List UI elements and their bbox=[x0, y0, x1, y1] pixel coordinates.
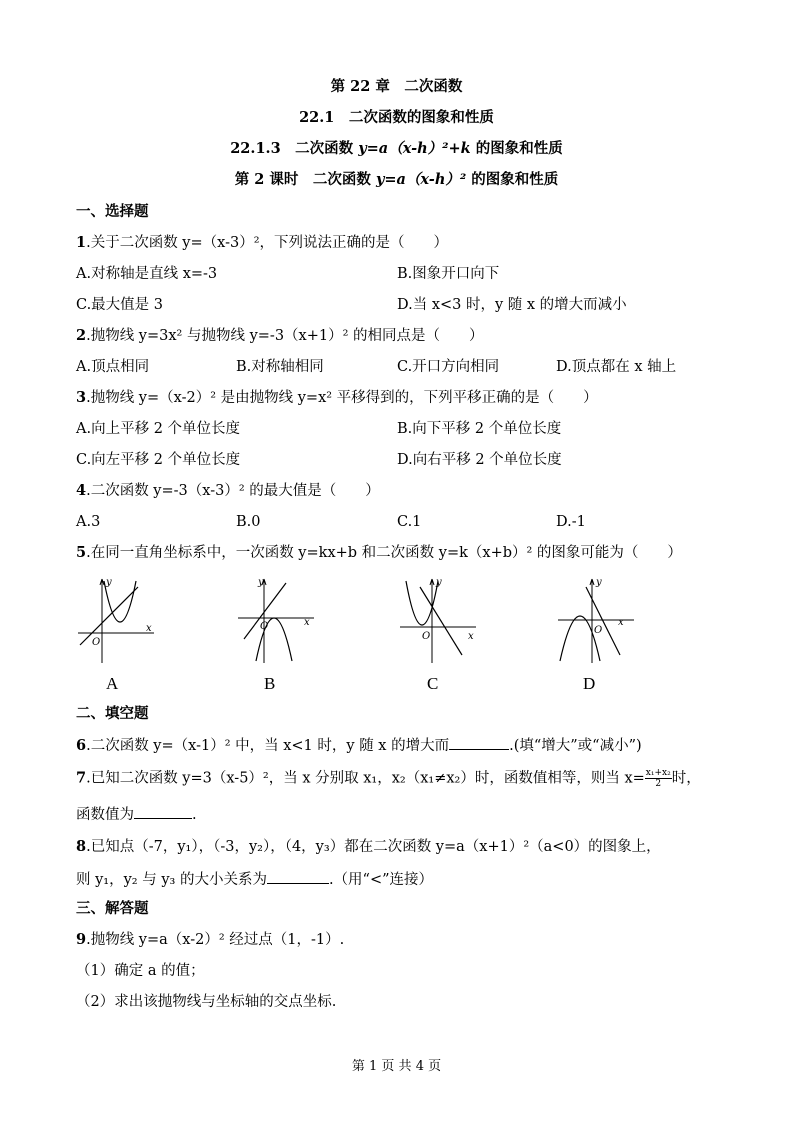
question-number: 9 bbox=[76, 931, 87, 948]
q3-option-d: D.向右平移 2 个单位长度 bbox=[397, 452, 562, 468]
section-solve-heading: 三、解答题 bbox=[76, 900, 149, 917]
q4-option-d: D.-1 bbox=[556, 514, 586, 530]
question-3 bbox=[76, 388, 598, 408]
q9-part-2: （2）求出该抛物线与坐标轴的交点坐标. bbox=[76, 994, 337, 1010]
q2-option-a: A.顶点相同 bbox=[76, 359, 150, 375]
question-9 bbox=[76, 930, 344, 950]
question-number: 6 bbox=[76, 737, 87, 754]
question-2 bbox=[76, 326, 484, 346]
q4-option-b: B.0 bbox=[236, 514, 261, 530]
q3-option-c: C.向左平移 2 个单位长度 bbox=[76, 452, 241, 468]
lesson-title bbox=[0, 170, 793, 190]
question-text: 则 y₁，y₂ 与 y₃ 的大小关系为 bbox=[76, 872, 267, 888]
section-title: 22.1 二次函数的图象和性质 bbox=[299, 109, 494, 126]
q5-figure-b bbox=[234, 573, 318, 665]
q5-label-b: B bbox=[264, 674, 276, 693]
answer-blank[interactable] bbox=[449, 734, 509, 750]
question-text: .抛物线 y=3x² 与抛物线 y=-3（x+1）² 的相同点是（ ） bbox=[86, 328, 484, 344]
question-number: 5 bbox=[76, 544, 87, 561]
subsection-suffix: 的图象和性质 bbox=[470, 140, 563, 157]
y-axis-label: y bbox=[258, 577, 264, 588]
question-text: .已知点（-7，y₁），（-3，y₂），（4，y₃）都在二次函数 y=a（x+1）²（a<0）的图象上， bbox=[86, 839, 661, 855]
x-axis-label: x bbox=[468, 631, 474, 642]
question-6 bbox=[76, 734, 642, 756]
question-tail: .（用“<”连接） bbox=[328, 872, 434, 888]
question-text: 函数值为 bbox=[76, 807, 134, 823]
question-text: .二次函数 y=-3（x-3）² 的最大值是（ ） bbox=[86, 483, 380, 499]
origin-label: O bbox=[422, 631, 431, 642]
q1-option-d: D.当 x<3 时，y 随 x 的增大而减小 bbox=[397, 297, 627, 313]
question-8 bbox=[76, 837, 661, 857]
x-axis-label: x bbox=[304, 617, 310, 628]
y-axis-label: y bbox=[436, 577, 442, 588]
question-number: 2 bbox=[76, 327, 87, 344]
q5-figure-c bbox=[396, 573, 480, 665]
fraction-numerator: x₁+x₂ bbox=[645, 768, 671, 778]
q2-option-c: C.开口方向相同 bbox=[397, 359, 500, 375]
origin-label: O bbox=[594, 625, 603, 636]
q5-figure-d bbox=[554, 573, 638, 665]
subsection-prefix: 22.1.3 二次函数 bbox=[230, 140, 359, 157]
q3-option-a: A.向上平移 2 个单位长度 bbox=[76, 421, 241, 437]
x-axis-label: x bbox=[618, 617, 624, 628]
question-tail: . bbox=[192, 807, 197, 823]
question-8-line2 bbox=[76, 868, 433, 890]
parabola bbox=[406, 581, 438, 625]
question-text: .抛物线 y=a（x-2）² 经过点（1，-1）. bbox=[86, 932, 345, 948]
q9-part-1: （1）确定 a 的值； bbox=[76, 963, 205, 979]
question-tail: 时， bbox=[671, 770, 701, 787]
q1-option-a: A.对称轴是直线 x=-3 bbox=[76, 266, 218, 282]
q5-figure-a bbox=[74, 573, 158, 665]
question-7 bbox=[76, 768, 701, 789]
y-axis-label: y bbox=[106, 577, 112, 588]
question-number: 8 bbox=[76, 838, 87, 855]
question-text: .在同一直角坐标系中，一次函数 y=kx+b 和二次函数 y=k（x+b）² 的图象可能为（ ） bbox=[86, 545, 682, 561]
subsection-formula: y=a（x-h）²+k bbox=[358, 140, 471, 157]
line bbox=[80, 587, 138, 645]
question-5 bbox=[76, 543, 682, 563]
question-text: .二次函数 y=（x-1）² 中，当 x<1 时，y 随 x 的增大而 bbox=[86, 738, 450, 754]
fraction-denominator: 2 bbox=[655, 779, 662, 789]
q1-option-c: C.最大值是 3 bbox=[76, 297, 164, 313]
origin-label: O bbox=[260, 621, 269, 632]
q1-option-b: B.图象开口向下 bbox=[397, 266, 500, 282]
parabola bbox=[560, 616, 603, 661]
question-text: .已知二次函数 y=3（x-5）²，当 x 分别取 x₁，x₂（x₁≠x₂）时，函数值相等，则当 x= bbox=[86, 770, 645, 787]
q2-option-d: D.顶点都在 x 轴上 bbox=[556, 359, 677, 375]
question-tail: .(填“增大”或“减小”) bbox=[509, 738, 642, 754]
chapter-title: 第 22 章 二次函数 bbox=[330, 78, 463, 95]
origin-label: O bbox=[92, 637, 101, 648]
answer-blank[interactable] bbox=[267, 868, 329, 884]
y-axis-label: y bbox=[596, 577, 602, 588]
lesson-suffix: 的图象和性质 bbox=[466, 171, 559, 188]
q3-option-b: B.向下平移 2 个单位长度 bbox=[397, 421, 562, 437]
q5-label-a: A bbox=[106, 674, 119, 693]
question-text: .抛物线 y=（x-2）² 是由抛物线 y=x² 平移得到的，下列平移正确的是（ ） bbox=[86, 390, 598, 406]
question-number: 1 bbox=[76, 234, 87, 251]
q5-label-d: D bbox=[583, 674, 596, 693]
q2-option-b: B.对称轴相同 bbox=[236, 359, 324, 375]
answer-blank[interactable] bbox=[134, 803, 192, 819]
subsection-title bbox=[0, 139, 793, 159]
lesson-formula: y=a（x-h）² bbox=[375, 171, 467, 188]
lesson-prefix: 第 2 课时 二次函数 bbox=[234, 171, 376, 188]
q5-label-c: C bbox=[427, 674, 439, 693]
question-number: 3 bbox=[76, 389, 87, 406]
fraction bbox=[645, 768, 672, 789]
line bbox=[586, 587, 620, 655]
x-axis-label: x bbox=[146, 623, 152, 634]
question-1 bbox=[76, 233, 448, 253]
section-choice-heading: 一、选择题 bbox=[76, 203, 149, 220]
q4-option-a: A.3 bbox=[76, 514, 101, 530]
question-4 bbox=[76, 481, 380, 501]
question-number: 4 bbox=[76, 482, 87, 499]
q4-option-c: C.1 bbox=[397, 514, 422, 530]
question-7-line2 bbox=[76, 803, 197, 825]
section-fill-heading: 二、填空题 bbox=[76, 705, 149, 722]
question-text: .关于二次函数 y=（x-3）²，下列说法正确的是（ ） bbox=[86, 235, 449, 251]
page-footer: 第 1 页 共 4 页 bbox=[351, 1059, 442, 1074]
question-number: 7 bbox=[76, 769, 87, 787]
